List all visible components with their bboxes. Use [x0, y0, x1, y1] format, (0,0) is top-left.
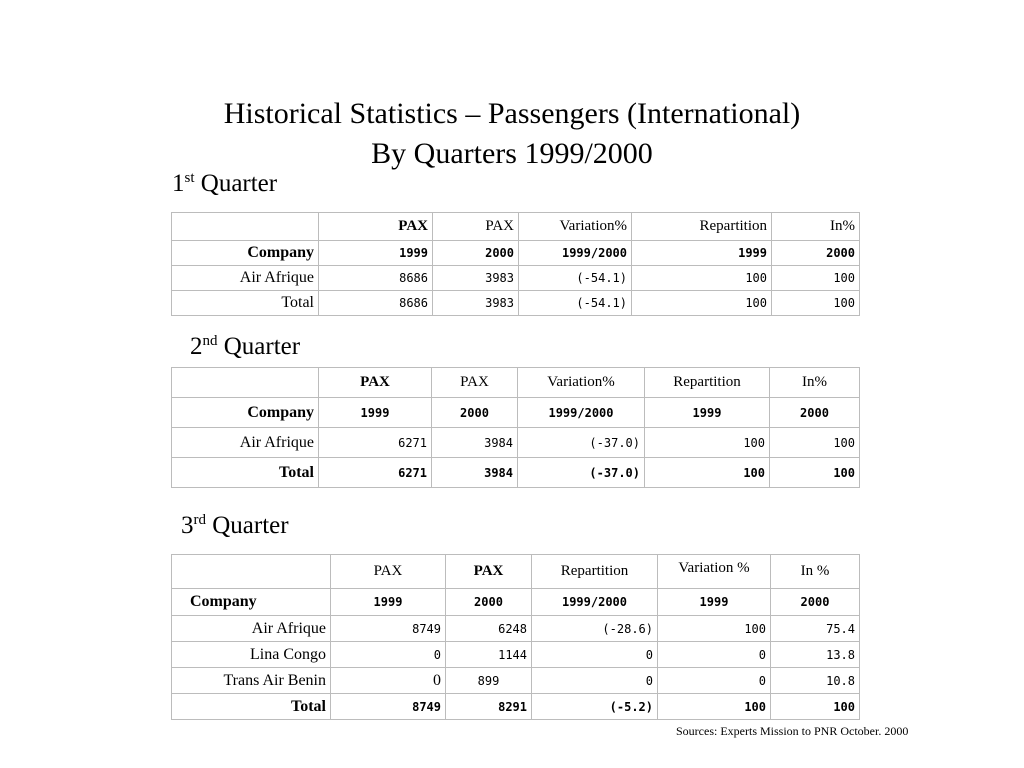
value-cell: 100: [772, 266, 860, 291]
header-cell: Variation %: [658, 555, 771, 589]
value-cell: 3983: [433, 291, 519, 316]
subheader-cell: 1999/2000: [518, 398, 645, 428]
header-cell: Repartition: [632, 213, 772, 241]
subheader-cell: 1999: [645, 398, 770, 428]
table-header-row: [172, 368, 860, 398]
value-cell: 6271: [319, 458, 432, 488]
header-cell: Repartition: [645, 368, 770, 398]
title-line-1: Historical Statistics – Passengers (International): [223, 97, 801, 130]
value-cell: 3984: [432, 428, 518, 458]
value-cell: 0: [658, 668, 771, 694]
header-cell: PAX: [319, 213, 433, 241]
quarter-1-table: [171, 212, 860, 316]
table-total-row: [172, 458, 860, 488]
company-cell: Lina Congo: [172, 642, 331, 668]
subheader-cell: 2000: [771, 589, 860, 616]
quarter-3-table: [171, 554, 860, 720]
value-cell: 8749: [331, 694, 446, 720]
header-cell: PAX: [331, 555, 446, 589]
company-cell: Total: [172, 291, 319, 316]
table-subheader-row: [172, 398, 860, 428]
page-title: [0, 94, 1024, 174]
value-cell: 100: [632, 266, 772, 291]
company-header: Company: [172, 241, 319, 266]
value-cell: 100: [645, 458, 770, 488]
header-cell: PAX: [319, 368, 432, 398]
value-cell: 100: [772, 291, 860, 316]
company-cell: Air Afrique: [172, 616, 331, 642]
header-cell: Variation%: [519, 213, 632, 241]
subheader-cell: 1999: [658, 589, 771, 616]
value-cell: 0: [532, 642, 658, 668]
value-cell: 10.8: [771, 668, 860, 694]
value-cell: 3984: [432, 458, 518, 488]
quarter-3-heading: 3rd Quarter: [181, 512, 289, 539]
subheader-cell: 1999/2000: [519, 241, 632, 266]
sources-note: Sources: Experts Mission to PNR October. 2000: [676, 724, 909, 738]
header-cell: In %: [771, 555, 860, 589]
value-cell: 1144: [446, 642, 532, 668]
table-total-row: [172, 694, 860, 720]
table-subheader-row: [172, 589, 860, 616]
value-cell: (-37.0): [518, 458, 645, 488]
header-cell: PAX: [446, 555, 532, 589]
subheader-cell: 1999/2000: [532, 589, 658, 616]
table-total-row: [172, 291, 860, 316]
value-cell: 100: [770, 428, 860, 458]
value-cell: (-54.1): [519, 266, 632, 291]
company-cell: Air Afrique: [172, 428, 319, 458]
subheader-cell: 2000: [446, 589, 532, 616]
value-cell: 75.4: [771, 616, 860, 642]
subheader-cell: 1999: [319, 241, 433, 266]
header-cell: In%: [770, 368, 860, 398]
company-cell: Total: [172, 458, 319, 488]
header-cell: PAX: [433, 213, 519, 241]
value-cell: 8686: [319, 266, 433, 291]
value-cell: 100: [632, 291, 772, 316]
table-row: [172, 642, 860, 668]
table-row: [172, 266, 860, 291]
quarter-2-heading: 2nd Quarter: [190, 333, 301, 360]
value-cell: 100: [658, 616, 771, 642]
value-cell: 0: [532, 668, 658, 694]
value-cell: 6271: [319, 428, 432, 458]
subheader-cell: 2000: [432, 398, 518, 428]
subheader-cell: 1999: [319, 398, 432, 428]
value-cell: 3983: [433, 266, 519, 291]
company-cell: Air Afrique: [172, 266, 319, 291]
value-cell: 899: [446, 668, 532, 694]
value-cell: (-28.6): [532, 616, 658, 642]
subheader-cell: 2000: [772, 241, 860, 266]
value-cell: 8749: [331, 616, 446, 642]
value-cell: (-54.1): [519, 291, 632, 316]
value-cell: 100: [645, 428, 770, 458]
header-cell: Repartition: [532, 555, 658, 589]
quarter-1-heading: 1st Quarter: [172, 170, 278, 197]
subheader-cell: 1999: [632, 241, 772, 266]
quarter-2-table: [171, 367, 860, 488]
subheader-cell: 2000: [770, 398, 860, 428]
value-cell: 100: [771, 694, 860, 720]
subheader-cell: 2000: [433, 241, 519, 266]
table-row: [172, 668, 860, 694]
value-cell: 6248: [446, 616, 532, 642]
title-line-2: By Quarters 1999/2000: [371, 137, 653, 170]
value-cell: 100: [658, 694, 771, 720]
value-cell: 13.8: [771, 642, 860, 668]
company-header: Company: [172, 398, 319, 428]
header-cell: In%: [772, 213, 860, 241]
value-cell: 0: [331, 642, 446, 668]
header-cell: Variation%: [518, 368, 645, 398]
value-cell: 8686: [319, 291, 433, 316]
company-cell: Trans Air Benin: [172, 668, 331, 694]
value-cell: (-37.0): [518, 428, 645, 458]
table-header-row: [172, 213, 860, 241]
table-subheader-row: [172, 241, 860, 266]
value-cell: (-5.2): [532, 694, 658, 720]
value-cell: 100: [770, 458, 860, 488]
header-cell: PAX: [432, 368, 518, 398]
company-header: Company: [172, 589, 331, 616]
value-cell: 0: [658, 642, 771, 668]
table-header-row: [172, 555, 860, 589]
company-cell: Total: [172, 694, 331, 720]
table-row: [172, 616, 860, 642]
value-cell: 8291: [446, 694, 532, 720]
table-row: [172, 428, 860, 458]
value-cell: 0: [331, 668, 446, 694]
subheader-cell: 1999: [331, 589, 446, 616]
